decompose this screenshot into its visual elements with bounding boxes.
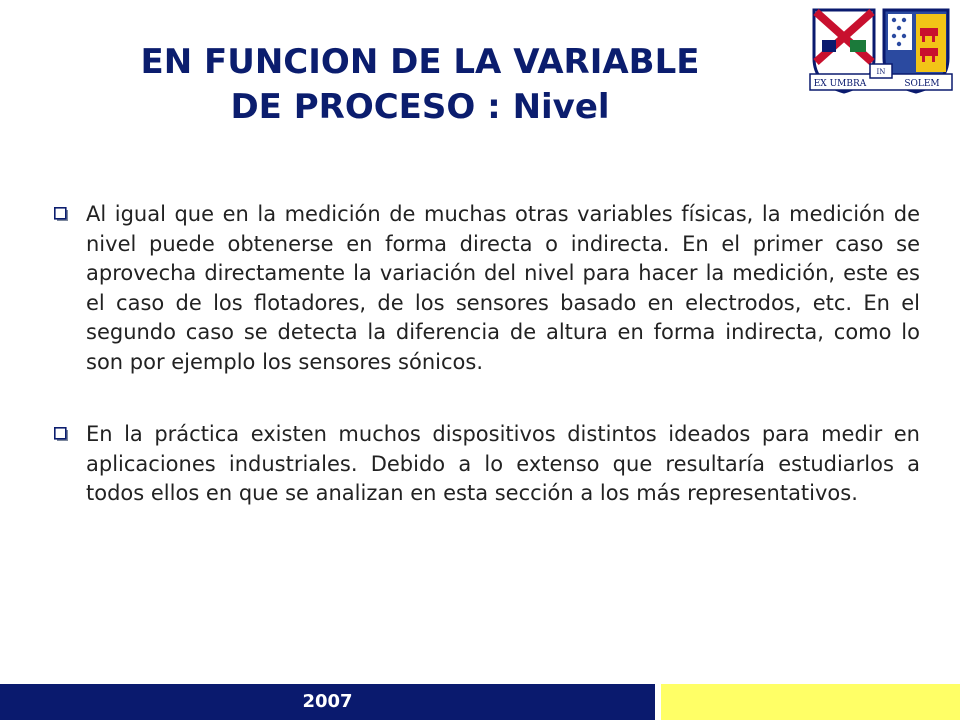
crest-motto-middle: IN — [876, 68, 886, 76]
footer-yellow-panel — [661, 684, 960, 720]
university-crest-logo — [806, 6, 956, 98]
checkbox-bullet-icon — [54, 207, 69, 221]
bullet-text: En la práctica existen muchos dispositivos distintos ideados para medir en aplicaciones industriales. Debido a lo extenso que resultaría estudiarlos a todos ellos en que se analizan en esta sección a los más representativos. — [86, 422, 920, 505]
crest-motto-right: SOLEM — [904, 79, 940, 89]
footer-year: 2007 — [302, 691, 353, 712]
bullet-text: Al igual que en la medición de muchas otras variables físicas, la medición de nivel puede obtenerse en forma directa o indirecta. En el primer caso se aprovecha directamente la variación del nivel para hacer la medición, este es el caso de los flotadores, de los sensores basado en electrodos, etc. En el segundo caso se detecta la diferencia de altura en forma indirecta, como lo son por ejemplo los sensores sónicos. — [86, 202, 920, 374]
slide-title — [40, 40, 800, 130]
checkbox-bullet-icon — [54, 427, 69, 441]
bullet-item — [54, 200, 920, 377]
bullet-item — [54, 420, 920, 509]
title-line-1: EN FUNCION DE LA VARIABLE — [140, 42, 700, 82]
footer-bar — [0, 684, 960, 720]
footer-year-panel — [0, 684, 655, 720]
crest-motto-left: EX UMBRA — [813, 79, 867, 89]
bullet-list — [54, 200, 920, 552]
title-line-2: DE PROCESO : Nivel — [230, 87, 610, 127]
